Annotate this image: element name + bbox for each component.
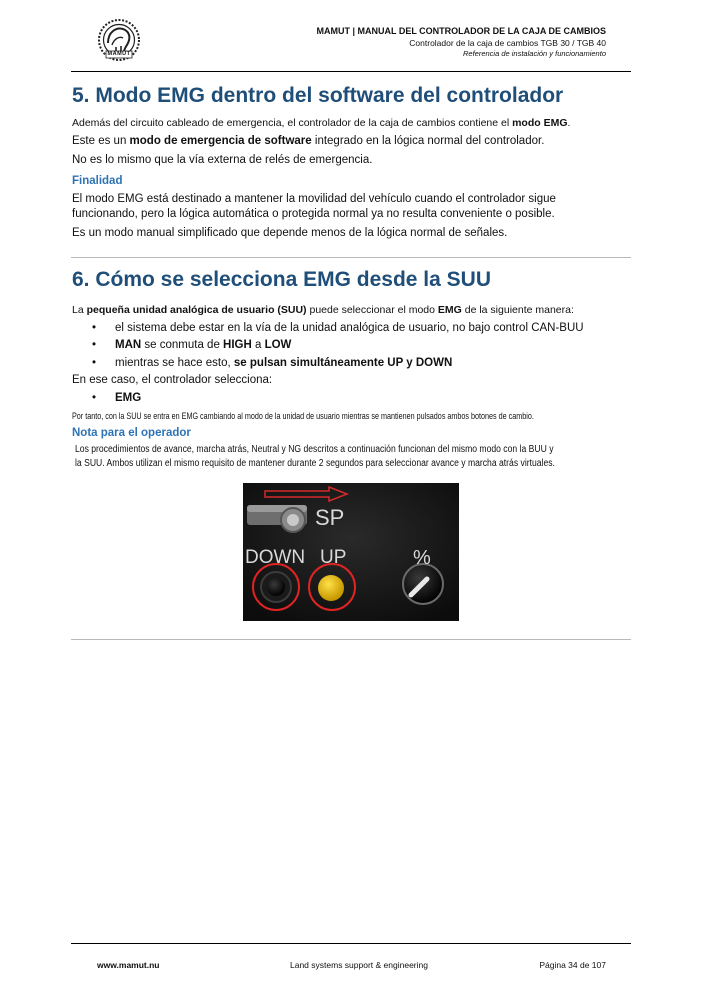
section-5-paragraph-2 — [72, 134, 632, 149]
footer-website: www.mamut.nu — [97, 960, 160, 970]
section-5-paragraph-5: Es un modo manual simplificado que depende menos de la lógica normal de señales. — [72, 227, 508, 239]
section-5-paragraph-4-line-2: funcionando, pero la lógica automática o protegida normal ya no resulta conveniente o posible. — [72, 208, 555, 220]
text-span: de la siguiente manera: — [461, 304, 574, 316]
text-span: . — [567, 117, 571, 129]
list-item — [92, 391, 141, 406]
section-5-paragraph-3: No es lo mismo que la vía externa de relés de emergencia. — [72, 154, 373, 166]
finalidad-subheading: Finalidad — [72, 175, 123, 187]
list-item — [92, 338, 291, 353]
footer-page-number: Página 34 de 107 — [539, 960, 606, 970]
section-5-paragraph-1 — [72, 116, 632, 131]
text-span: puede seleccionar el modo — [306, 304, 438, 316]
result-intro: En ese caso, el controlador selecciona: — [72, 374, 273, 386]
section-5-paragraph-4-line-1: El modo EMG está destinado a mantener la movilidad del vehículo cuando el controlador sigue — [72, 193, 556, 205]
bullet-icon: • — [92, 339, 97, 351]
logo-text: MAMUT — [107, 51, 131, 57]
bold-text: modo de emergencia de software — [129, 135, 312, 147]
bullet-icon: • — [92, 322, 97, 334]
section-end-divider — [71, 639, 631, 640]
note-heading: Nota para el operador — [72, 427, 191, 439]
text-span: Además del circuito cableado de emergencia, el controlador de la caja de cambios contiene el — [72, 117, 513, 129]
footer-rule — [71, 943, 631, 944]
section-6-intro — [72, 303, 632, 318]
label-sp: SP — [315, 505, 345, 530]
note-line-1: Los procedimientos de avance, marcha atrás, Neutral y NG descritos a continuación funcionan del mismo modo con la BUU y — [75, 444, 554, 455]
text-span: La — [72, 304, 87, 316]
bold-text: pequeña unidad analógica de usuario (SUU) — [86, 304, 307, 316]
header-reference: Referencia de instalación y funcionamiento — [462, 49, 606, 58]
label-down: DOWN — [245, 547, 306, 568]
bold-text: HIGH — [223, 339, 252, 351]
bold-text: MAN — [115, 339, 142, 351]
suu-panel-photo — [243, 483, 459, 621]
note-line-2: la SUU. Ambos utilizan el mismo requisito de mantener durante 2 segundos para seleccionar avance y marcha atrás virtuales. — [75, 458, 555, 469]
header-rule — [71, 71, 631, 72]
footer-tagline: Land systems support & engineering — [290, 960, 428, 970]
text-span: integrado en la lógica normal del controlador. — [311, 135, 545, 147]
bold-text: EMG — [437, 304, 462, 316]
bold-text: se pulsan simultáneamente UP y DOWN — [233, 357, 453, 369]
list-item — [92, 356, 452, 371]
section-divider — [71, 257, 631, 258]
header-title: MAMUT | MANUAL DEL CONTROLADOR DE LA CAJA DE CAMBIOS — [316, 26, 606, 36]
header-subtitle: Controlador de la caja de cambios TGB 30 / TGB 40 — [409, 38, 606, 48]
text-span: Este es un — [72, 135, 130, 147]
label-up: UP — [320, 547, 347, 568]
section-5-heading: 5. Modo EMG dentro del software del controlador — [72, 84, 564, 107]
bullet-icon: • — [92, 392, 97, 404]
bold-text: EMG — [115, 392, 142, 404]
section-6-heading: 6. Cómo se selecciona EMG desde la SUU — [72, 268, 491, 291]
bold-text: LOW — [264, 339, 292, 351]
list-item — [92, 321, 584, 336]
label-percent: % — [413, 547, 431, 569]
summary-text: Por tanto, con la SUU se entra en EMG cambiando al modo de la unidad de usuario mientras se mantienen pulsados ambos botones de cambio. — [72, 411, 534, 421]
text-span: a — [251, 339, 265, 351]
company-logo — [94, 18, 144, 62]
text-span: mientras se hace esto, — [115, 357, 234, 369]
bold-text: modo EMG — [512, 117, 568, 129]
bullet-icon: • — [92, 357, 97, 369]
text-span: se conmuta de — [141, 339, 224, 351]
list-item-text: el sistema debe estar en la vía de la unidad analógica de usuario, no bajo control CAN-BUU — [115, 322, 584, 334]
